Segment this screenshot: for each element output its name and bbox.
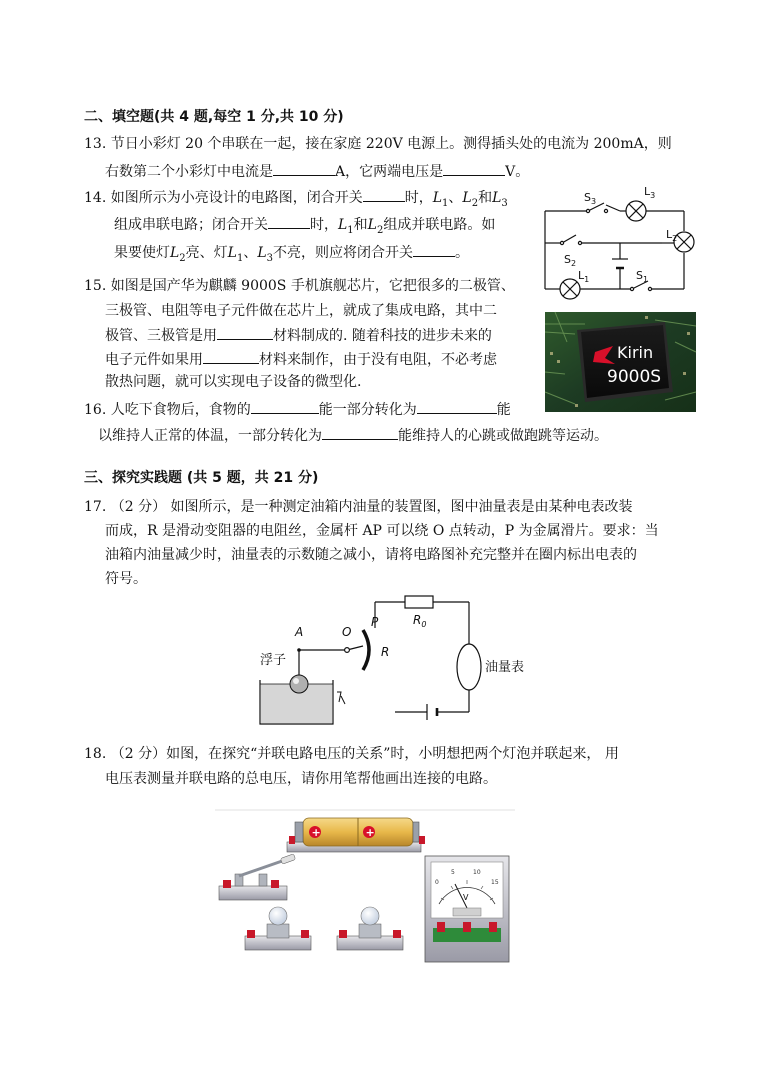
q16-blank-3[interactable] (322, 424, 398, 440)
q16-text-1c: 能 (496, 402, 511, 418)
section-title-fill-in: 二、填空题(共 4 题,每空 1 分,共 10 分) (84, 109, 344, 125)
q14-sub: 1 (442, 197, 449, 209)
q16-text-1a: 人吃下食物后，食物的 (110, 402, 251, 418)
q13-line-1 (84, 134, 672, 154)
q14-sub: 1 (347, 224, 354, 236)
q17-text-1: （2 分） 如图所示，是一种测定油箱内油量的装置图，图中油量表是由某种电表改装 (110, 499, 633, 515)
q15-text-4a: 电子元件如果用 (105, 352, 203, 368)
switch-s1 (630, 281, 651, 291)
q14-text-1b: 时， (404, 190, 433, 206)
q15-line-5: 散热问题，就可以实现电子设备的微型化. (105, 374, 362, 390)
circuit-diagram-q14 (540, 183, 690, 303)
q14-l1: L (338, 217, 348, 233)
q16-line-1 (84, 398, 511, 420)
q14-sub: 2 (376, 224, 384, 236)
q14-text-2a: 组成串联电路；闭合开关 (114, 217, 268, 233)
q14-l2: L (170, 245, 180, 261)
q14-comma: 、 (448, 190, 463, 206)
q16-line-2 (98, 424, 608, 446)
q13-text-1: 节日小彩灯 20 个串联在一起，接在家庭 220V 电源上。测得插头处的电流为 200mA，则 (110, 136, 672, 152)
q14-line-3 (114, 242, 469, 269)
pivot-o (345, 648, 350, 653)
q14-blank-1[interactable] (363, 187, 405, 202)
q14-text-2b: 时， (310, 217, 338, 233)
lamp-holder-2 (337, 907, 403, 950)
q17-line-1 (84, 497, 633, 517)
knife-switch (219, 854, 296, 900)
q13-text-3: A，它两端电压是 (335, 164, 444, 180)
q15-line-3 (105, 325, 492, 346)
q14-line-2 (114, 214, 495, 241)
q13-blank-voltage[interactable] (443, 160, 505, 176)
q17-line-2: 而成，R 是滑动变阻器的电阻丝，金属杆 AP 可以绕 O 点转动，P 为金属滑片。要求：当 (105, 523, 659, 539)
battery-pack (287, 818, 425, 852)
q14-text-3b: 亮、灯 (185, 245, 228, 261)
q14-l2: L (367, 217, 377, 233)
q13-text-2: 右数第二个小彩灯中电流是 (105, 164, 273, 180)
label-o: O (342, 625, 352, 639)
label-l2: $L_2$ (666, 228, 678, 243)
label-float: 浮子 (260, 653, 287, 668)
label-l1: $L_1$ (578, 269, 590, 284)
q13-text-4: V。 (505, 164, 530, 180)
q15-blank-2[interactable] (203, 349, 259, 364)
battery-symbol (612, 259, 628, 268)
chip-brand: Kirin (617, 343, 654, 362)
voltmeter-terminal-neg (437, 922, 445, 932)
q15-text-3b: 材料制成的. 随着科技的进步未来的 (273, 328, 492, 344)
resistor-r0 (405, 596, 433, 608)
q14-text-3d: 。 (455, 245, 470, 261)
q16-blank-2[interactable] (417, 398, 497, 414)
q16-text-2b: 能维持人的心跳或做跑跳等运动。 (398, 428, 608, 444)
switch-s3 (586, 203, 607, 213)
voltmeter-tick-5: 5 (451, 869, 455, 876)
q14-blank-3[interactable] (413, 242, 455, 257)
kirin-chip-image (545, 312, 696, 412)
label-s1: $S_1$ (636, 269, 649, 284)
section-title-practice: 三、探究实践题 (共 5 题，共 21 分) (84, 470, 319, 486)
switch-s2 (560, 235, 581, 245)
q15-text-3a: 极管、三极管是用 (105, 328, 217, 344)
voltmeter-tick-0: 0 (435, 879, 439, 886)
q15-blank-1[interactable] (217, 325, 273, 340)
q14-l3: L (257, 245, 267, 261)
q15-text-1: 如图是国产华为麒麟 9000S 手机旗舰芯片，它把很多的二极管、 (110, 278, 515, 294)
q17-line-3: 油箱内油量减少时，油量表的示数随之减小，请将电路图补充完整并在圈内标出电表的 (105, 547, 637, 563)
label-l3: $L_3$ (644, 185, 656, 200)
voltmeter-tick-10: 10 (473, 869, 481, 876)
apparatus-figure (215, 808, 515, 968)
q14-sub: 1 (236, 252, 244, 264)
q16-blank-1[interactable] (251, 398, 319, 414)
q17-line-4: 符号。 (105, 571, 147, 587)
voltmeter-terminal-3 (463, 922, 471, 932)
q14-l1: L (227, 245, 237, 261)
q14-text-1a: 如图所示为小亮设计的电路图，闭合开关 (110, 190, 363, 206)
lamp-l1 (560, 279, 580, 299)
label-oil-meter: 油量表 (485, 660, 525, 675)
label-r: R (381, 645, 390, 659)
q15-line-2: 三极管、电阻等电子元件做在芯片上，就成了集成电路，其中二 (105, 303, 497, 319)
label-s2: $S_2$ (564, 253, 577, 268)
voltmeter (425, 856, 509, 962)
q18-number: 18. (84, 746, 107, 762)
q14-sub: 2 (471, 197, 479, 209)
svg-text:+: + (365, 826, 375, 839)
q14-l2: L (462, 190, 472, 206)
q16-text-1b: 能一部分转化为 (318, 402, 417, 418)
chip-model: 9000S (607, 367, 662, 387)
voltmeter-terminal-15 (489, 922, 497, 932)
q18-line-1 (84, 744, 619, 764)
q14-text-1c: 和 (478, 190, 493, 206)
q18-line-2: 电压表测量并联电路的总电压，请你用笔帮他画出连接的电路。 (105, 771, 497, 787)
q14-text-3c: 不亮，则应将闭合开关 (273, 245, 414, 261)
label-s3: $S_3$ (584, 191, 597, 206)
q15-line-4 (105, 349, 497, 370)
q14-sub: 3 (501, 197, 508, 209)
q14-l3: L (492, 190, 502, 206)
q16-number: 16. (84, 402, 107, 418)
q14-comma: 、 (243, 245, 258, 261)
q16-text-2a: 以维持人正常的体温，一部分转化为 (98, 428, 322, 444)
q13-line-2 (105, 160, 529, 182)
q13-blank-current[interactable] (273, 160, 335, 176)
q17-number: 17. (84, 499, 107, 515)
q14-sub: 3 (266, 252, 274, 264)
q15-line-1 (84, 276, 515, 296)
q14-l1: L (432, 190, 443, 206)
oil-gauge-diagram (255, 592, 525, 728)
q14-number: 14. (84, 190, 107, 206)
float-ball (290, 675, 308, 693)
q15-text-4b: 材料来制作，由于没有电阻，不必考虑 (259, 352, 497, 368)
q14-line-1 (84, 187, 508, 214)
q13-number: 13. (84, 136, 107, 152)
q14-text-2d: 组成并联电路。如 (383, 217, 496, 233)
voltmeter-unit: V (463, 893, 469, 902)
lamp-holder-1 (245, 907, 311, 950)
oil-meter-circle (457, 644, 481, 690)
q15-number: 15. (84, 278, 107, 294)
q14-blank-2[interactable] (268, 214, 310, 229)
label-p: P (371, 615, 379, 629)
svg-text:+: + (311, 826, 321, 839)
q14-text-3a: 果要使灯 (114, 245, 170, 261)
q14-sub: 2 (179, 252, 186, 264)
q18-text-1: （2 分）如图，在探究“并联电路电压的关系”时，小明想把两个灯泡并联起来， 用 (110, 746, 619, 762)
label-a: A (295, 625, 304, 639)
voltmeter-tick-15: 15 (491, 879, 499, 886)
slide-resistor-r (363, 630, 369, 670)
lamp-l3 (626, 201, 646, 221)
label-r0: $R_0$ (413, 613, 427, 629)
q14-text-2c: 和 (353, 217, 368, 233)
tank-mark-icon (337, 692, 345, 704)
